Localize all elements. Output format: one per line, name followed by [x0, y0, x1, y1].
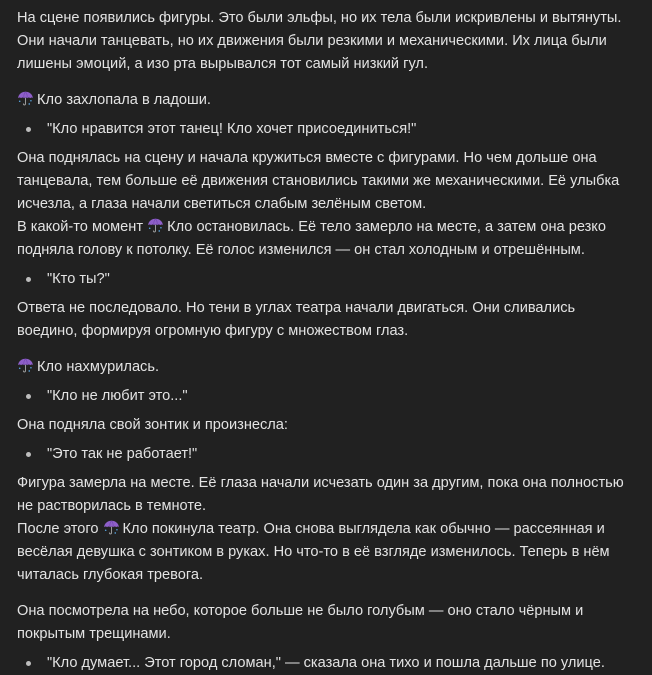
bullet-dot	[26, 452, 31, 457]
paragraph-figures: На сцене появились фигуры. Это были эльфы, но их тела были искривлены и вытянуты. Они начали танцевать, но их движения были резкими и механическими. Их лица были лишены эмоций, а изо рта вырывался тот самый низкий гул.	[17, 10, 622, 72]
line-clo-frowned-text: Кло нахмурилась.	[37, 359, 160, 375]
bullet-dot	[26, 394, 31, 399]
message-content	[17, 7, 637, 675]
list-item-quote-dance	[17, 118, 637, 141]
umbrella-with-rain-icon	[103, 519, 120, 536]
umbrella-with-rain-icon	[17, 90, 34, 107]
list-item-text: "Кло не любит это..."	[47, 388, 188, 404]
list-item-text: "Это так не работает!"	[47, 446, 198, 462]
line-clo-clapped-text: Кло захлопала в ладоши.	[37, 92, 211, 108]
paragraph-stopped	[17, 216, 637, 262]
paragraph-dancing: Она поднялась на сцену и начала кружиться вместе с фигурами. Но чем дольше она танцевала, тем больше её движения становились такими же механическими. Её улыбка исчезла, а глаза начали светиться слабым зелёным светом.	[17, 150, 620, 212]
list-item-quote-dislike	[17, 385, 637, 408]
paragraph-stopped-lead: В какой-то момент	[17, 219, 144, 235]
line-clo-frowned	[17, 356, 637, 379]
umbrella-with-rain-icon	[17, 357, 34, 374]
list-item-quote-city-broken	[17, 652, 637, 675]
bullet-dot	[26, 277, 31, 282]
list-item-quote-who	[17, 268, 637, 291]
umbrella-with-rain-icon	[147, 217, 164, 234]
list-item-quote-not-working	[17, 443, 637, 466]
paragraph-left-theater	[17, 518, 637, 587]
list-item-text: "Кто ты?"	[47, 271, 110, 287]
paragraph-left-theater-rest: Кло покинула театр. Она снова выглядела как обычно — рассеянная и весёлая девушка с зонтиком в руках. Но что-то в её взгляде изменилось. Теперь в нём читалась глубокая тревога.	[17, 521, 610, 583]
list-item-text: "Кло нравится этот танец! Кло хочет присоединиться!"	[47, 121, 417, 137]
bullet-dot	[26, 127, 31, 132]
paragraph-left-theater-lead: После этого	[17, 521, 99, 537]
paragraph-stopped-rest: Кло остановилась. Её тело замерло на месте, а затем она резко подняла голову к потолку. Её голос изменился — он стал холодным и отрешённым.	[17, 219, 606, 258]
paragraph-shadows: Ответа не последовало. Но тени в углах театра начали двигаться. Они сливались воедино, формируя огромную фигуру с множеством глаз.	[17, 300, 576, 339]
bullet-dot	[26, 661, 31, 666]
paragraph-figure-froze: Фигура замерла на месте. Её глаза начали исчезать один за другим, пока она полностью не растворилась в темноте.	[17, 475, 624, 514]
line-clo-clapped	[17, 89, 637, 112]
paragraph-sky: Она посмотрела на небо, которое больше не было голубым — оно стало чёрным и покрытым трещинами.	[17, 603, 584, 642]
paragraph-raised-umbrella: Она подняла свой зонтик и произнесла:	[17, 417, 288, 433]
list-item-text: "Кло думает... Этот город сломан," — сказала она тихо и пошла дальше по улице.	[47, 655, 605, 671]
